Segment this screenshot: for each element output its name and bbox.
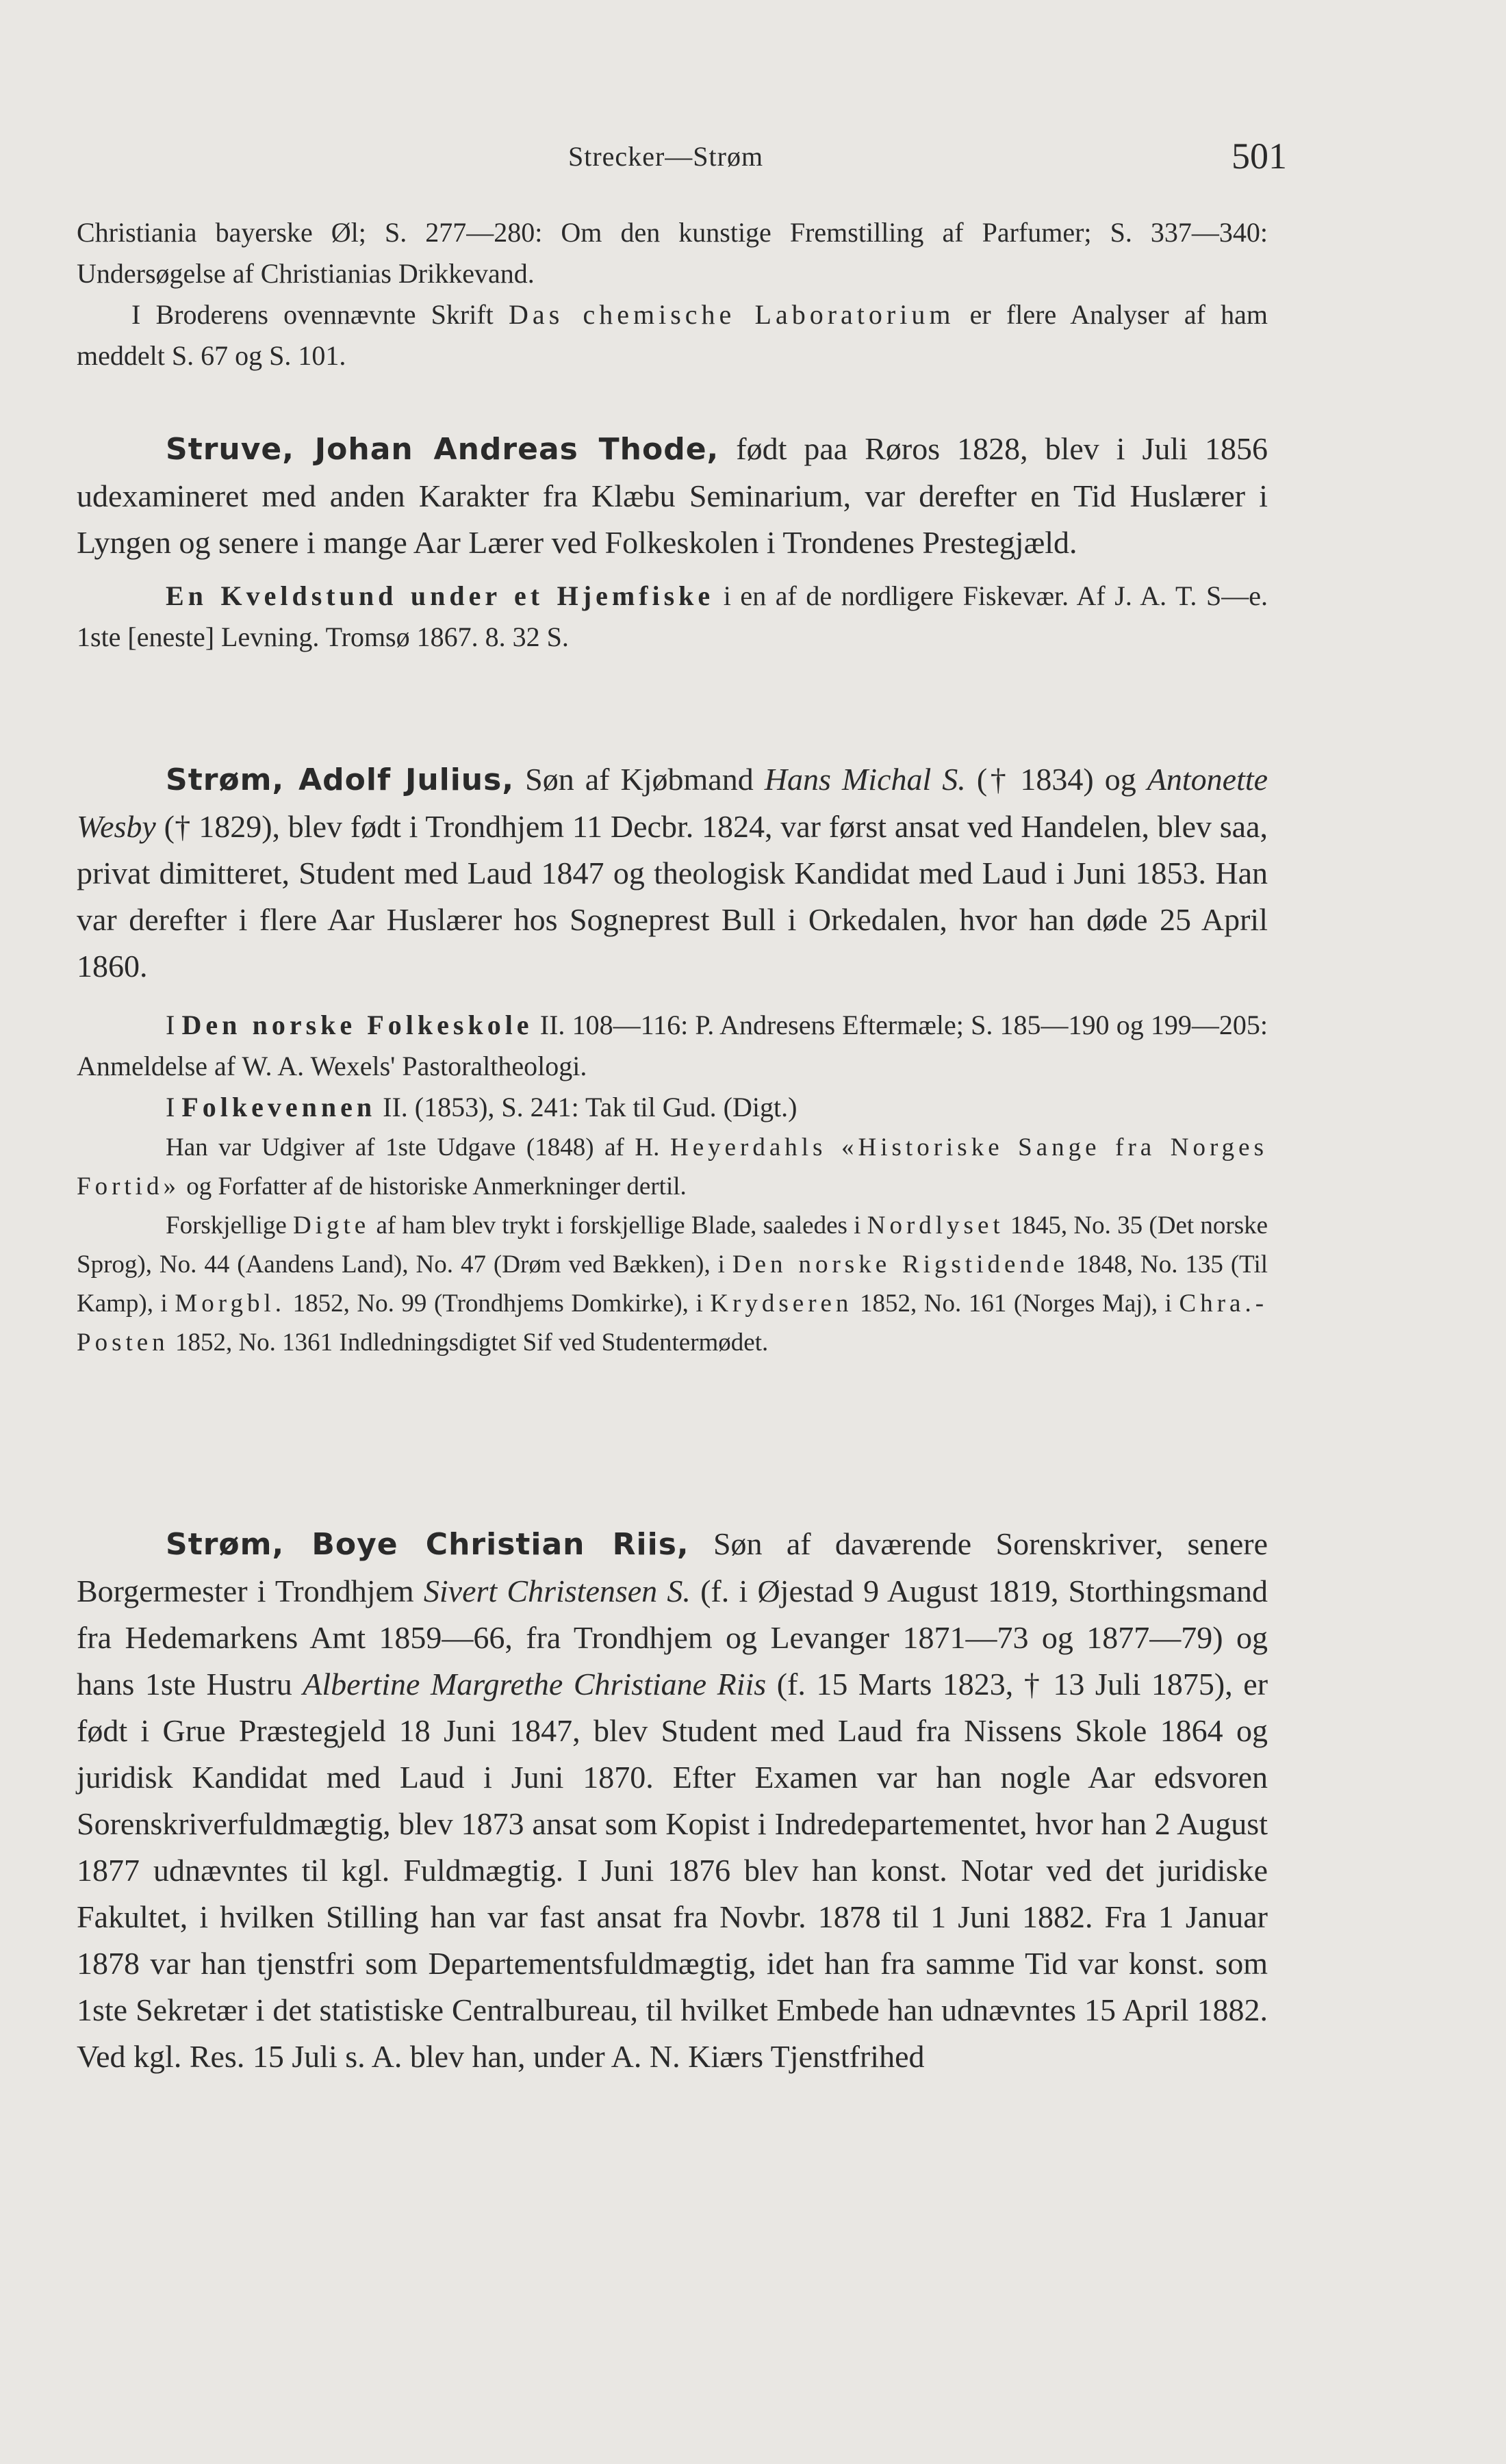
running-header [0, 136, 1506, 181]
entry-adolf-julius [77, 756, 1268, 1362]
adolf-text-1: Søn af Kjøbmand [525, 762, 754, 797]
adolf-note2-l: Chra.-Posten [77, 1289, 1268, 1357]
adolf-ref2-prefix: I [166, 1092, 175, 1122]
adolf-note2-h: Morgbl. [175, 1289, 285, 1318]
struve-work [77, 576, 1268, 658]
adolf-note2-i: 1852, No. 99 (Trondhjems Domkirke), i [292, 1289, 703, 1318]
adolf-note2-j: Krydseren [710, 1289, 853, 1318]
prev-entry-line1: Christiania bayerske Øl; S. 277—280: Om den kunstige Fremstilling af Parfumer; S. 337—340: Undersøgelse af Christianias Drikkevand. [77, 217, 1268, 289]
adolf-note-1 [77, 1128, 1268, 1206]
adolf-note2-m: 1852, No. 1361 Indledningsdigtet Sif ved Studentermødet. [175, 1329, 769, 1357]
adolf-ref1-prefix: I [166, 1010, 175, 1040]
adolf-ref1-text: II. 108—116: P. Andresens Eftermæle; S. 185—190 og 199—205: Anmeldelse af W. A. Wexels' Pastoraltheologi. [77, 1010, 1268, 1081]
boye-text-1: Søn af daværende Sorenskriver, senere Borgermester i Trondhjem [77, 1526, 1268, 1608]
boye-name: Strøm, Boye Christian Riis, [166, 1527, 689, 1562]
adolf-reference-2 [77, 1087, 1268, 1128]
adolf-name: Strøm, Adolf Julius, [166, 762, 515, 797]
struve-paragraph [77, 426, 1268, 566]
prev-entry-text-end: er flere Analyser af ham meddelt S. 67 og S. 101. [77, 299, 1268, 371]
struve-work-rest: i en af de nordligere Fiskevær. Af J. A. T. S—e. 1ste [eneste] Levning. Tromsø 1867. 8. 32 S. [77, 580, 1268, 652]
adolf-father: Hans Michal S. [764, 762, 966, 797]
adolf-note2-c: af ham blev trykt i forskjellige Blade, saaledes i [376, 1211, 861, 1240]
adolf-note2-f: Den norske Rigstidende [732, 1250, 1069, 1279]
struve-work-title: En Kveldstund under et Hjemfiske [166, 580, 715, 611]
adolf-text-2: († 1834) og [976, 762, 1136, 797]
adolf-note1-b: Heyerdahls «Historiske Sange fra Norges Fortid» [77, 1133, 1268, 1201]
entry-struve [77, 426, 1268, 658]
prev-entry-spaced-title: Das chemische Laboratorium [509, 299, 955, 330]
adolf-ref2-title: Folkevennen [181, 1092, 376, 1122]
boye-father: Sivert Christensen S. [423, 1574, 691, 1608]
adolf-note-2 [77, 1206, 1268, 1362]
adolf-note2-g: 1848, No. 135 (Til Kamp), i [77, 1250, 1268, 1318]
prev-entry-text: I Broderens ovennævnte Skrift [131, 299, 494, 330]
struve-name: Struve, Johan Andreas Thode, [166, 432, 719, 467]
prev-entry-line2 [77, 294, 1268, 376]
adolf-note2-d: Nordlyset [867, 1211, 1004, 1240]
previous-entry-continuation [77, 212, 1268, 376]
entry-boye-christian-riis [77, 1521, 1268, 2080]
header-title: Strecker—Strøm [568, 141, 764, 172]
adolf-ref2-text: II. (1853), S. 241: Tak til Gud. (Digt.) [383, 1092, 797, 1122]
struve-text: født paa Røros 1828, blev i Juli 1856 udexamineret med anden Karakter fra Klæbu Seminarium, var derefter en Tid Huslærer i Lyngen og senere i mange Aar Lærer ved Folkeskolen i Trondenes Prestegjæld. [77, 431, 1268, 560]
adolf-note2-e: 1845, No. 35 (Det norske Sprog), No. 44 (Aandens Land), No. 47 (Drøm ved Bækken), i [77, 1211, 1268, 1279]
adolf-paragraph [77, 756, 1268, 990]
adolf-note2-a: Forskjellige [166, 1211, 287, 1240]
boye-text-2: (f. i Øjestad 9 August 1819, Storthingsmand fra Hedemarkens Amt 1859—66, fra Trondhjem og Levanger 1871—73 og 1877—79) og hans 1ste Hustru [77, 1574, 1268, 1702]
page-number: 501 [1231, 136, 1287, 177]
adolf-note2-b: Digte [293, 1211, 370, 1240]
adolf-note2-k: 1852, No. 161 (Norges Maj), i [860, 1289, 1172, 1318]
boye-paragraph [77, 1521, 1268, 2080]
adolf-note1-a: Han var Udgiver af 1ste Udgave (1848) af H. [166, 1133, 660, 1162]
adolf-ref1-title: Den norske Folkeskole [181, 1010, 533, 1040]
adolf-note1-c: og Forfatter af de historiske Anmerkninger dertil. [186, 1172, 687, 1201]
adolf-mother: Antonette Wesby [77, 762, 1268, 844]
boye-text-3: (f. 15 Marts 1823, † 13 Juli 1875), er født i Grue Præstegjeld 18 Juni 1847, blev Student med Laud fra Nissens Skole 1864 og juridisk Kandidat med Laud i Juni 1870. Efter Examen var han nogle Aar edsvoren Sorenskriverfuldmægtig, blev 1873 ansat som Kopist i Indredepartementet, hvor han 2 August 1877 udnævntes til kgl. Fuldmægtig. I Juni 1876 blev han konst. Notar ved det juridiske Fakultet, i hvilken Stilling han var fast ansat fra Novbr. 1878 til 1 Juni 1882. Fra 1 Januar 1878 var han tjenstfri som Departementsfuldmægtig, idet han fra samme Tid var konst. som 1ste Sekretær i det statistiske Centralbureau, til hvilket Embede han udnævntes 15 April 1882. Ved kgl. Res. 15 Juli s. A. blev han, under A. N. Kiærs Tjenstfrihed [77, 1667, 1268, 2074]
adolf-reference-1 [77, 1005, 1268, 1087]
adolf-text-3: († 1829), blev født i Trondhjem 11 Decbr. 1824, var først ansat ved Handelen, blev saa, privat dimitteret, Student med Laud 1847 og theologisk Kandidat med Laud i Juni 1853. Han var derefter i flere Aar Huslærer hos Sogneprest Bull i Orkedalen, hvor han døde 25 April 1860. [77, 809, 1268, 984]
boye-mother: Albertine Margrethe Christiane Riis [303, 1667, 767, 1702]
